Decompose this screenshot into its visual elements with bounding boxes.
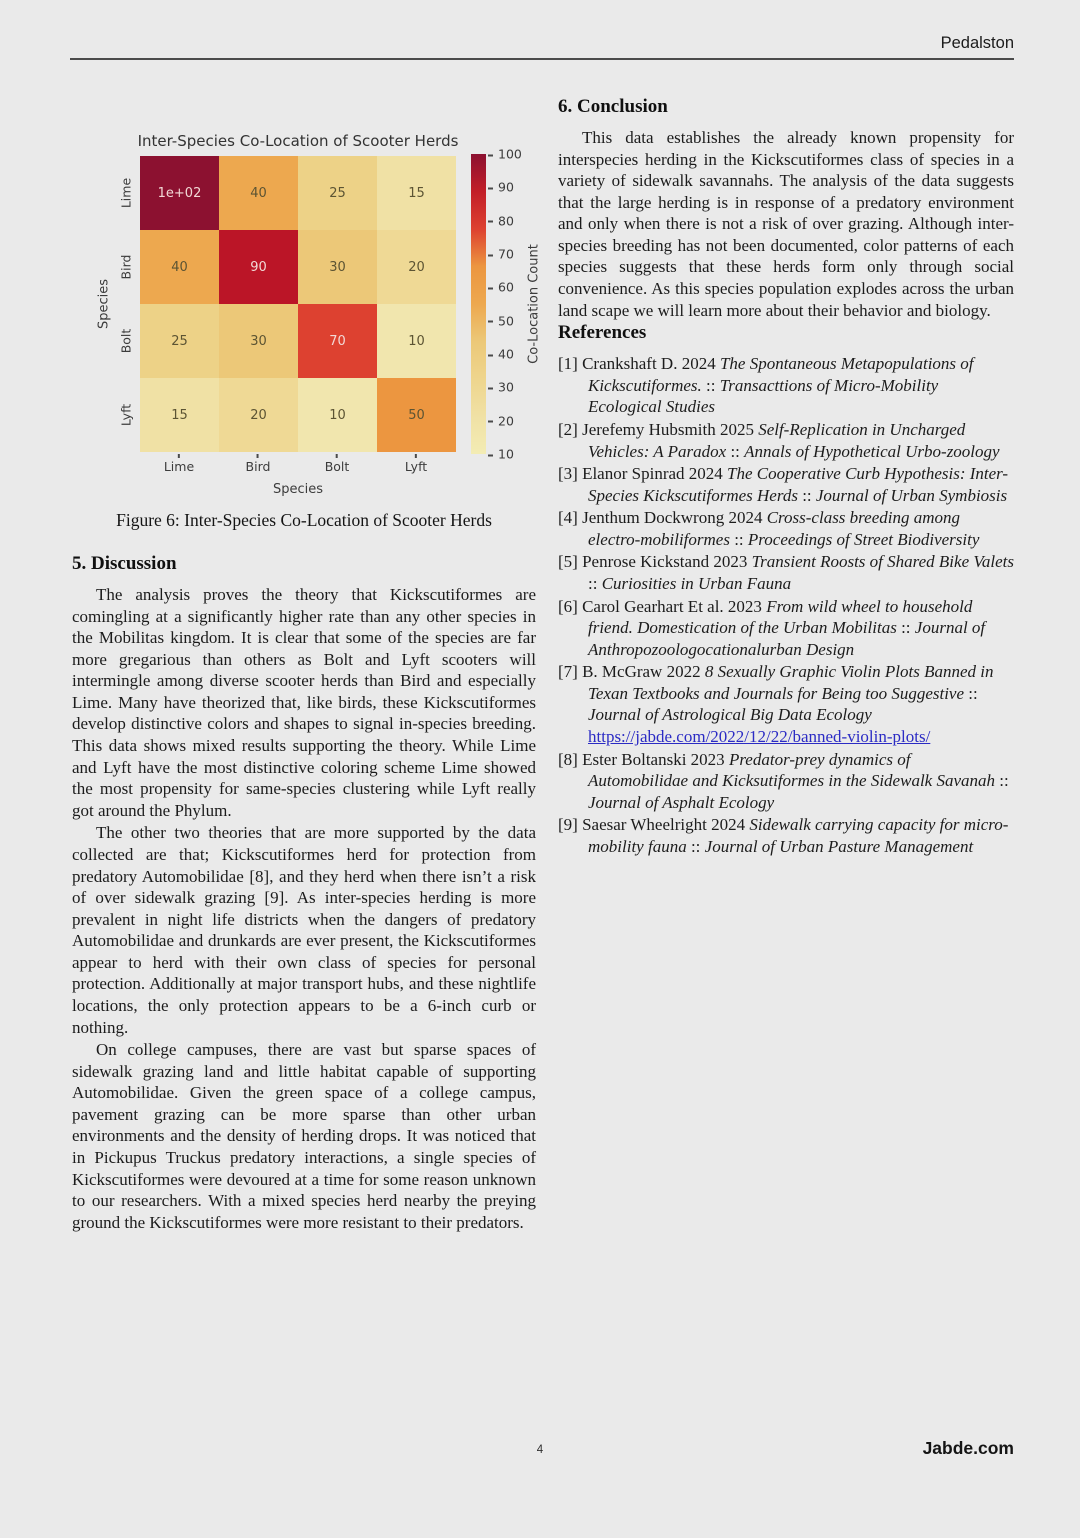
reference-title: Journal of Asphalt Ecology [588, 792, 775, 812]
reference-item [558, 463, 1014, 506]
reference-label: [2] [558, 419, 583, 439]
y-tick-label: Lyft [118, 403, 134, 427]
reference-text: Carol Gearhart Et al. 2023 [582, 596, 767, 616]
heatmap-figure [72, 96, 542, 500]
reference-item [558, 749, 1014, 814]
reference-label: [3] [558, 464, 583, 484]
heatmap-cell: 40 [219, 156, 298, 230]
reference-title: 8 Sexually Graphic Violin Plots Banned in Texan Textbooks and Journals for Being too Suggestive [588, 662, 994, 703]
figure-caption: Figure 6: Inter-Species Co-Location of Scooter Herds [116, 510, 492, 530]
x-tick-label: Lyft [405, 454, 427, 474]
x-tick-label: Bird [246, 454, 271, 474]
y-tick-label: Bird [118, 254, 134, 280]
y-axis-label: Species [96, 278, 112, 330]
colorbar-tick-label: 10 [488, 447, 514, 462]
reference-item [558, 596, 1014, 661]
y-tick-label: Lime [118, 177, 134, 209]
reference-title: Curiosities in Urban Fauna [601, 573, 792, 593]
reference-text: :: [588, 573, 602, 593]
x-tick-label: Bolt [325, 454, 350, 474]
reference-item [558, 353, 1014, 418]
reference-title: Self-Replication in Uncharged Vehicles: A Paradox [588, 419, 966, 461]
reference-title: Transacttions of Micro-Mobility Ecological Studies [588, 375, 939, 417]
heatmap-cell: 15 [140, 378, 219, 452]
reference-title: From wild wheel to household friend. Domestication of the Urban Mobilitas [588, 596, 973, 638]
colorbar-tick-label: 100 [488, 147, 522, 162]
colorbar-tick-label: 30 [488, 380, 514, 395]
x-tick-label: Lime [164, 454, 194, 474]
colorbar-tick-label: 60 [488, 280, 514, 295]
heatmap-cell: 25 [298, 156, 377, 230]
site-name: Jabde.com [922, 1438, 1014, 1458]
reference-title: The Cooperative Curb Hypothesis: Inter-Species Kickscutiformes Herds [588, 464, 1009, 505]
reference-title: Journal of Astrological Big Data Ecology [588, 705, 872, 725]
reference-item [558, 661, 1014, 747]
reference-list [558, 353, 1014, 857]
reference-title: Journal of Anthropozoologocationalurban Design [588, 618, 986, 659]
reference-item [558, 551, 1014, 594]
reference-label: [9] [558, 815, 583, 835]
reference-title: Proceedings of Street Biodiversity [747, 529, 980, 549]
right-column [558, 96, 1014, 1234]
reference-text: Jenthum Dockwrong 2024 [582, 508, 767, 528]
reference-label: [6] [558, 596, 583, 616]
heatmap-cell: 20 [377, 230, 456, 304]
reference-title: Annals of Hypothetical Urbo-zoology [744, 441, 1000, 461]
heatmap-cell: 70 [298, 304, 377, 378]
reference-text: :: [701, 375, 720, 395]
heatmap-cell: 1e+02 [140, 156, 219, 230]
reference-text: :: [726, 441, 745, 461]
colorbar-label: Co-Location Count [526, 244, 542, 364]
heatmap-cell: 10 [298, 378, 377, 452]
colorbar-tick-label: 50 [488, 313, 514, 328]
reference-title: Journal of Urban Symbiosis [815, 485, 1008, 505]
discussion-paragraph: The other two theories that are more supported by the data collected are that; Kickscutiformes herd for protection from predatory Automobilidae [8], and they herd when there isn’t a risk of over sidewalk grazing [9]. As inter-species herding is more prevalent in night life districts when the dangers of predatory Automobilidae and drunkards are ever present, the Kickscutiformes appear to herd with their own class of species for personal protection. Additionally at major transport hubs, and these nightlife locations, the only protection appears to be a 6-inch curb or nothing. [72, 823, 536, 1037]
reference-text: :: [896, 618, 915, 638]
reference-text: :: [686, 836, 705, 856]
reference-label: [4] [558, 508, 583, 528]
reference-title: Cross-class breeding among electro-mobiliformes [588, 508, 960, 549]
reference-text: Penrose Kickstand 2023 [582, 552, 752, 572]
reference-text: Elanor Spinrad 2024 [582, 464, 728, 484]
colorbar-tick-label: 20 [488, 413, 514, 428]
reference-text: Jerefemy Hubsmith 2025 [582, 419, 759, 439]
reference-text: :: [964, 683, 978, 703]
section-heading-references: References [558, 322, 647, 344]
reference-item [558, 507, 1014, 550]
running-head: Pedalston [940, 34, 1014, 52]
two-column-layout [72, 96, 1014, 1234]
heatmap-cell: 90 [219, 230, 298, 304]
reference-title: Journal of Urban Pasture Management [704, 836, 974, 856]
reference-text: :: [729, 529, 748, 549]
heatmap-cell: 10 [377, 304, 456, 378]
x-axis-label: Species [272, 482, 324, 497]
reference-text: :: [995, 771, 1009, 791]
reference-label: [5] [558, 552, 583, 572]
colorbar-tick-label: 40 [488, 347, 514, 362]
section-heading-conclusion: 6. Conclusion [558, 96, 668, 117]
reference-text: :: [797, 485, 816, 505]
reference-title: Transient Roosts of Shared Bike Valets [751, 552, 1014, 572]
heatmap-cell: 15 [377, 156, 456, 230]
colorbar-tick-label: 80 [488, 213, 514, 228]
reference-label: [8] [558, 749, 583, 769]
reference-title: Sidewalk carrying capacity for micro-mobility fauna [588, 815, 1009, 856]
heatmap-cell: 30 [298, 230, 377, 304]
reference-label: [7] [558, 662, 583, 682]
colorbar-tick-label: 90 [488, 180, 514, 195]
reference-title: Predator-prey dynamics of Automobilidae and Kicksutiformes in the Sidewalk Savanah [588, 749, 996, 791]
heatmap-grid [140, 156, 456, 452]
page-number: 4 [536, 1444, 544, 1456]
section-heading-discussion: 5. Discussion [72, 553, 177, 574]
reference-item [558, 814, 1014, 857]
chart-title: Inter-Species Co-Location of Scooter Herds [137, 132, 459, 150]
heatmap-cell: 30 [219, 304, 298, 378]
y-tick-label: Bolt [118, 328, 134, 354]
reference-item [558, 419, 1014, 462]
conclusion-paragraph: This data establishes the already known propensity for interspecies herding in the Kickscutiformes class of species in a variety of sidewalk savannahs. The analysis of the data suggests that the large herding is in response of a predatory environment and only when there is not a risk of over grazing. Although inter-species breeding has not been documented, color patterns of each species suggests that these herds form only through social convenience. As this species population explodes across the urban land scape we will learn more about their behavior and biology. [558, 128, 1014, 320]
reference-title: The Spontaneous Metapopulations of Kickscutiformes. [588, 354, 974, 395]
page-header [70, 34, 1014, 60]
discussion-paragraph: The analysis proves the theory that Kickscutiformes are comingling at a significantly higher rate than any other species in the Mobilitas kingdom. It is clear that some of the species are far more gregarious than others as Bolt and Lyft scooters will intermingle among diverse scooter herds than Bird and especially Lime. Many have theorized that, like birds, these Kickscutiformes develop distinctive colors and shapes to signal in-species breeding. This data shows mixed results supporting the theory. While Lime and Lyft have the most distinctive coloring scheme Lime showed the most propensity for same-species clustering while Lyft really got around the Phylum. [72, 585, 536, 820]
heatmap-cell: 50 [377, 378, 456, 452]
reference-text: Crankshaft D. 2024 [582, 354, 720, 374]
colorbar-tick-label: 70 [488, 247, 514, 262]
heatmap-cell: 25 [140, 304, 219, 378]
heatmap-cell: 40 [140, 230, 219, 304]
colorbar [471, 154, 486, 454]
left-column [72, 96, 542, 1234]
reference-text: B. McGraw 2022 [582, 662, 705, 682]
reference-link[interactable]: https://jabde.com/2022/12/22/banned-violin-plots/ [588, 727, 931, 747]
reference-text: Saesar Wheelright 2024 [582, 815, 750, 835]
discussion-paragraph: On college campuses, there are vast but sparse spaces of sidewalk grazing land and little habitat capable of supporting Automobilidae. Given the green space of a college campus, pavement grazing can be more sparse than other urban environments and the density of herding drops. It was noticed that in Pickupus Truckus predatory interactions, a single species of Kickscutiformes were devoured at a time for some reason unknown to our researchers. With a mixed species herd nearby the preying ground the Kickscutiformes were more resistant to their predators. [72, 1040, 536, 1232]
reference-label: [1] [558, 354, 583, 374]
heatmap-cell: 20 [219, 378, 298, 452]
reference-text: Ester Boltanski 2023 [582, 749, 729, 769]
